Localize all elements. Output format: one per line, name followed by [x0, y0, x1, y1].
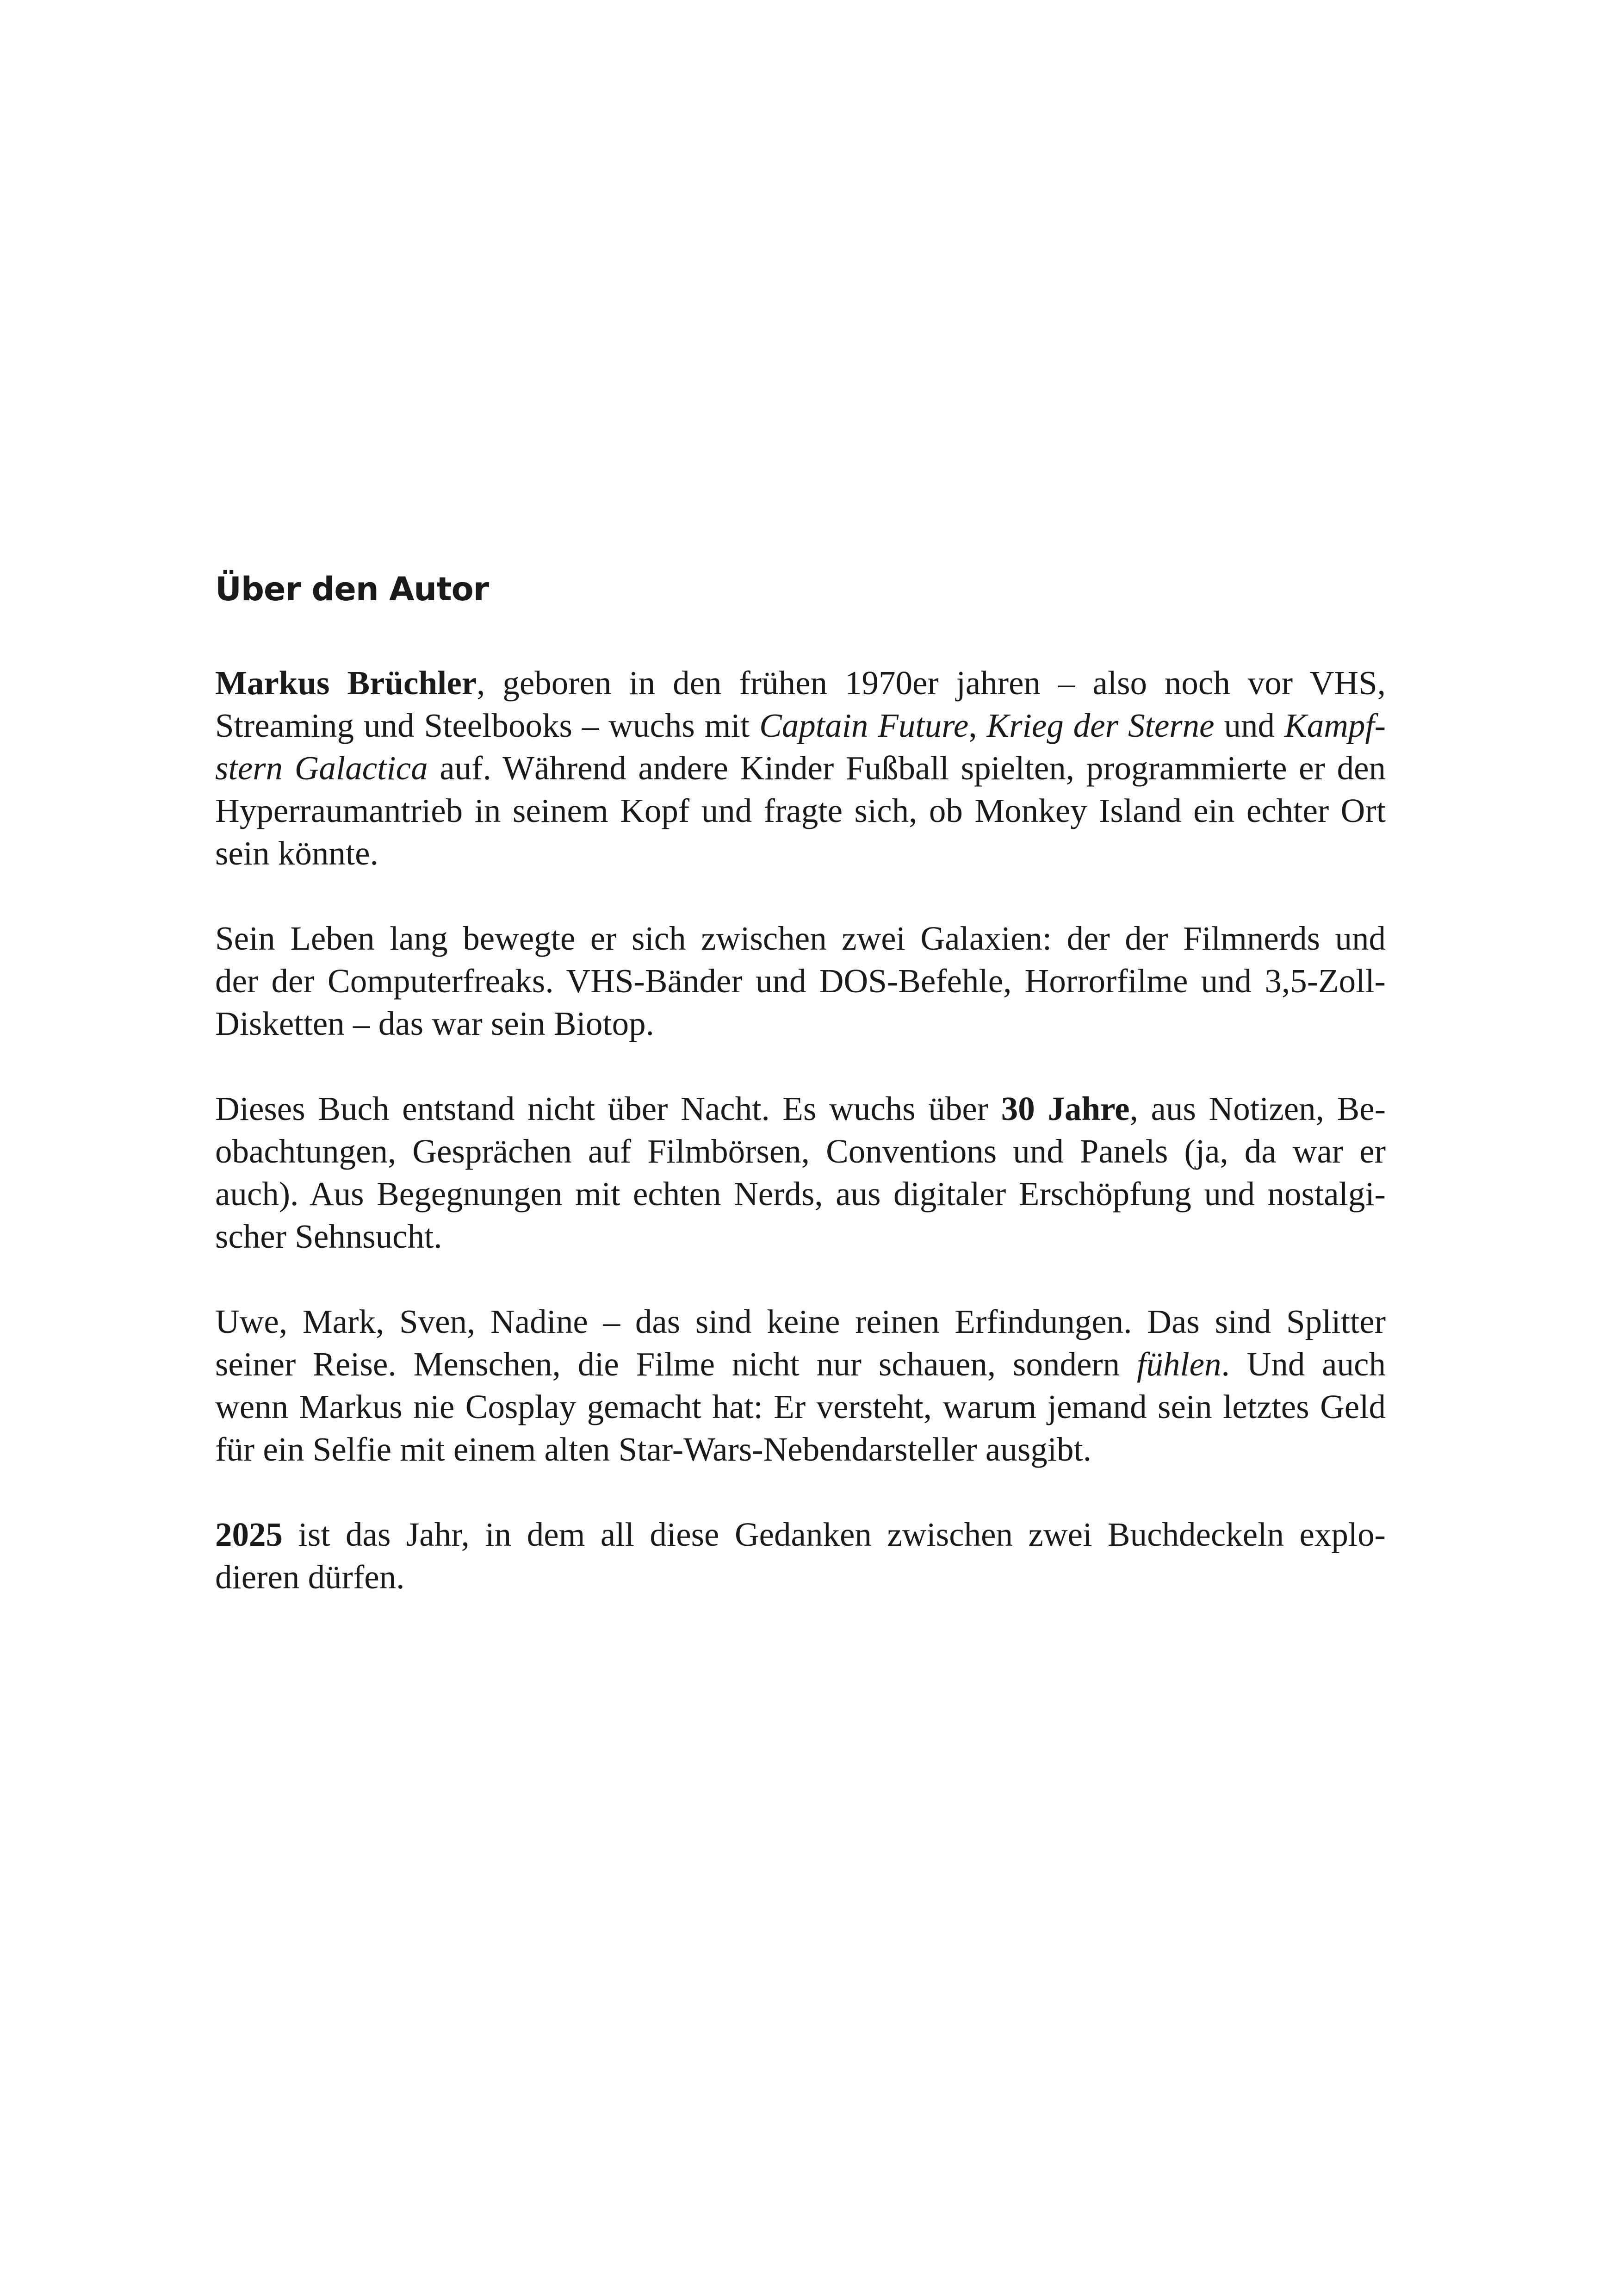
italic-text: Krieg der Sterne [986, 707, 1215, 744]
text-run: wenn Markus nie Cosplay gemacht hat: Er versteht, warum jemand sein letztes Geld [215, 1388, 1386, 1425]
text-line [176, 1002, 1386, 1045]
text-run: dieren dürfen. [215, 1558, 405, 1596]
text-line [176, 747, 1386, 790]
text-line [176, 960, 1386, 1002]
text-run: seiner Reise. Menschen, die Filme nicht nur schauen, sondern [215, 1345, 1137, 1383]
author-bio [176, 662, 1386, 1599]
text-run: Streaming und Steelbooks – wuchs mit [215, 707, 760, 744]
section-heading: Über den Autor [215, 570, 489, 608]
text-line [176, 1513, 1386, 1556]
text-run: auf. Während andere Kinder Fußball spielten, programmierte er den [428, 749, 1386, 787]
text-line [176, 1300, 1386, 1343]
text-run: , geboren in den frühen 1970er jahren – also noch vor VHS, [477, 664, 1386, 702]
text-run: Disketten – das war sein Biotop. [215, 1005, 654, 1042]
text-run: Dieses Buch entstand nicht über Nacht. Es wuchs über [215, 1090, 1001, 1127]
text-run: sein könnte. [215, 834, 378, 872]
bold-text: 30 Jahre [1001, 1090, 1130, 1127]
text-line [176, 790, 1386, 832]
text-line [176, 1130, 1386, 1173]
text-line [176, 1088, 1386, 1130]
bold-text: 2025 [215, 1516, 283, 1553]
text-line [176, 1556, 1386, 1599]
text-run: der der Computerfreaks. VHS-Bänder und DOS-Befehle, Horrorfilme und 3,5-Zoll- [215, 962, 1386, 1000]
text-run: Uwe, Mark, Sven, Nadine – das sind keine reinen Erfindungen. Das sind Splitter [215, 1303, 1386, 1340]
text-run: scher Sehnsucht. [215, 1218, 442, 1255]
italic-text: Captain Future [759, 707, 969, 744]
text-run: Hyperraumantrieb in seinem Kopf und fragte sich, ob Monkey Island ein echter Ort [215, 792, 1386, 829]
text-line [176, 1386, 1386, 1428]
bio-paragraph [176, 917, 1386, 1045]
text-line [176, 1215, 1386, 1258]
text-run: und [1214, 707, 1284, 744]
text-run: für ein Selfie mit einem alten Star-Wars-Nebendarsteller ausgibt. [215, 1431, 1092, 1468]
italic-text: stern Galactica [215, 749, 428, 787]
italic-text: Kampf- [1284, 707, 1386, 744]
bio-paragraph [176, 1513, 1386, 1599]
italic-text: fühlen [1137, 1345, 1221, 1383]
text-run: Sein Leben lang bewegte er sich zwischen zwei Galaxien: der der Filmnerds und [215, 920, 1386, 957]
text-line [176, 1428, 1386, 1471]
bio-paragraph [176, 1300, 1386, 1471]
text-run: ist das Jahr, in dem all diese Gedanken zwischen zwei Buchdeckeln explo- [283, 1516, 1386, 1553]
text-line [176, 1343, 1386, 1386]
bio-paragraph [176, 1088, 1386, 1258]
text-line [176, 662, 1386, 704]
bold-text: Markus Brüchler [215, 664, 477, 702]
text-line [176, 704, 1386, 747]
text-run: , [968, 707, 987, 744]
bio-paragraph [176, 662, 1386, 875]
text-run: , aus Notizen, Be- [1129, 1090, 1386, 1127]
text-run: auch). Aus Begegnungen mit echten Nerds, aus digitaler Erschöpfung und nostalgi- [215, 1175, 1386, 1213]
text-run: . Und auch [1221, 1345, 1386, 1383]
text-line [176, 917, 1386, 960]
text-line [176, 1173, 1386, 1215]
text-line [176, 832, 1386, 875]
text-run: obachtungen, Gesprächen auf Filmbörsen, Conventions und Panels (ja, da war er [215, 1132, 1386, 1170]
